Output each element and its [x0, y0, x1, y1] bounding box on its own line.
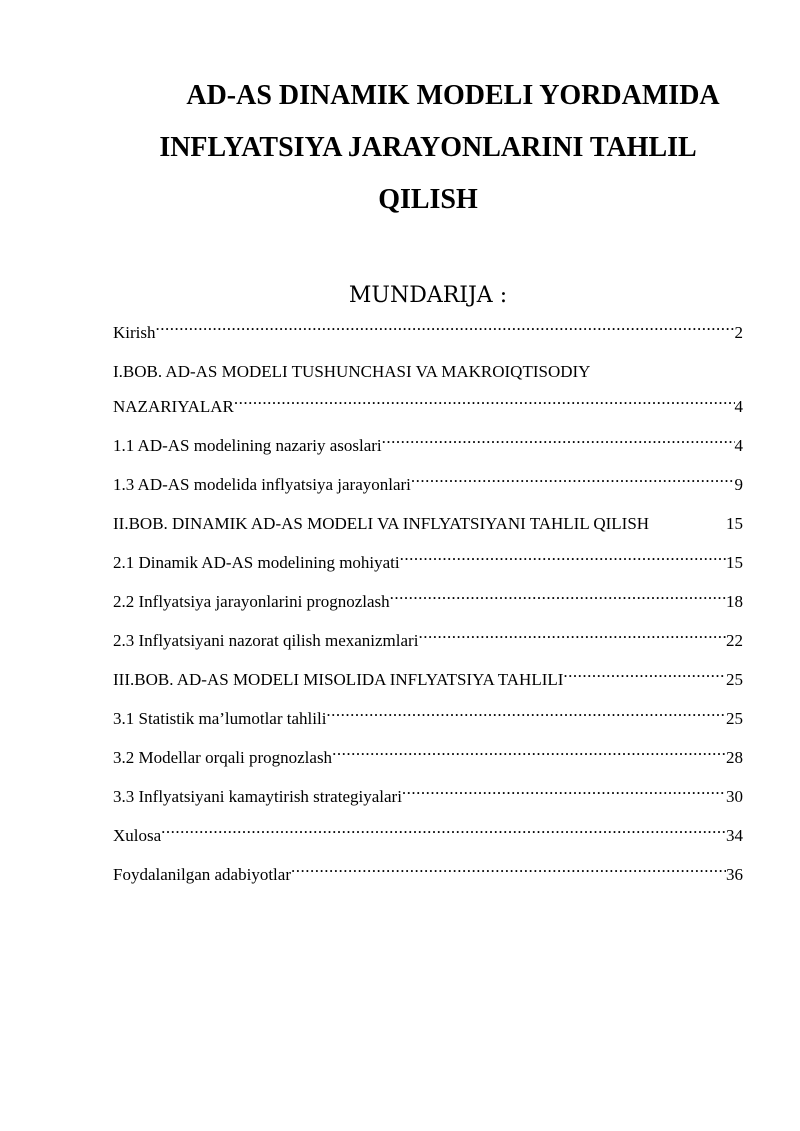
toc-entry-page: 15 — [726, 553, 743, 572]
toc-entry[interactable] — [113, 431, 743, 470]
toc-entry-label: I.BOB. AD-AS MODELI TUSHUNCHASI VA MAKROIQTISODIY — [113, 362, 591, 381]
toc-entry-page: 22 — [726, 631, 743, 650]
toc-entry-label: 1.1 AD-AS modelining nazariy asoslari — [113, 436, 382, 455]
toc-entry[interactable] — [113, 626, 743, 665]
toc-dot-leader — [411, 470, 735, 490]
toc-entry[interactable] — [113, 318, 743, 357]
toc-dot-leader — [291, 860, 726, 880]
toc-entry[interactable] — [113, 821, 743, 860]
toc-entry-label: 2.3 Inflyatsiyani nazorat qilish mexanizmlari — [113, 631, 419, 650]
toc-entry-label: III.BOB. AD-AS MODELI MISOLIDA INFLYATSIYA TAHLILI — [113, 670, 564, 689]
toc-entry-page: 15 — [726, 514, 743, 533]
toc-entry[interactable] — [113, 743, 743, 782]
toc-entry-page: 25 — [726, 670, 743, 689]
toc-dot-leader — [161, 821, 726, 841]
toc-entry[interactable] — [113, 860, 743, 899]
toc-dot-leader — [332, 743, 726, 763]
toc-entry-page: 28 — [726, 748, 743, 767]
toc-entry-page: 2 — [734, 323, 743, 342]
toc-entry[interactable] — [113, 665, 743, 704]
toc-entry-label: 3.2 Modellar orqali prognozlash — [113, 748, 333, 767]
toc-entry[interactable] — [113, 587, 743, 626]
toc-entry-label: 2.2 Inflyatsiya jarayonlarini prognozlash — [113, 592, 390, 611]
title-line: QILISH — [378, 184, 478, 215]
title-line: INFLYATSIYA JARAYONLARINI TAHLIL — [159, 132, 697, 163]
toc-entry-label: Kirish — [113, 323, 156, 342]
toc-entry-label: NAZARIYALAR — [113, 397, 234, 416]
toc-dot-leader — [400, 548, 726, 568]
toc-entry-page: 30 — [726, 787, 743, 806]
toc-dot-leader — [402, 782, 726, 802]
toc-entry[interactable] — [113, 470, 743, 509]
toc-entry-label: II.BOB. DINAMIK AD-AS MODELI VA INFLYATSIYANI TAHLIL QILISH — [113, 514, 650, 533]
toc-entry[interactable] — [113, 782, 743, 821]
toc-entry[interactable] — [113, 509, 743, 548]
toc-dot-leader — [649, 509, 726, 529]
title-line: AD-AS DINAMIK MODELI YORDAMIDA — [186, 80, 720, 111]
toc-dot-leader — [382, 431, 735, 451]
toc-entry[interactable] — [113, 357, 743, 431]
toc-entry-page: 4 — [734, 436, 743, 455]
document-title — [100, 70, 756, 226]
toc-entry-page: 18 — [726, 592, 743, 611]
toc-entry[interactable] — [113, 548, 743, 587]
toc-entry-label: Xulosa — [113, 826, 162, 845]
toc-entry-page: 25 — [726, 709, 743, 728]
toc-heading: MUNDARIJA : — [348, 283, 508, 308]
toc-dot-leader — [418, 626, 726, 646]
toc-entry-label: Foydalanilgan adabiyotlar — [113, 865, 291, 884]
toc-dot-leader — [234, 392, 735, 412]
toc-entry[interactable] — [113, 704, 743, 743]
toc-dot-leader — [390, 587, 726, 607]
toc-entry-page: 9 — [734, 475, 743, 494]
toc-entry-page: 4 — [734, 397, 743, 416]
table-of-contents — [113, 318, 743, 899]
toc-dot-leader — [563, 665, 726, 685]
toc-entry-label: 1.3 AD-AS modelida inflyatsiya jarayonlari — [113, 475, 411, 494]
toc-entry-label: 3.1 Statistik ma’lumotlar tahlili — [113, 709, 327, 728]
toc-entry-label: 3.3 Inflyatsiyani kamaytirish strategiyalari — [113, 787, 402, 806]
toc-entry-page: 36 — [726, 865, 743, 884]
toc-entry-page: 34 — [726, 826, 743, 845]
toc-dot-leader — [326, 704, 726, 724]
toc-dot-leader — [156, 318, 735, 338]
toc-entry-label: 2.1 Dinamik AD-AS modelining mohiyati — [113, 553, 400, 572]
